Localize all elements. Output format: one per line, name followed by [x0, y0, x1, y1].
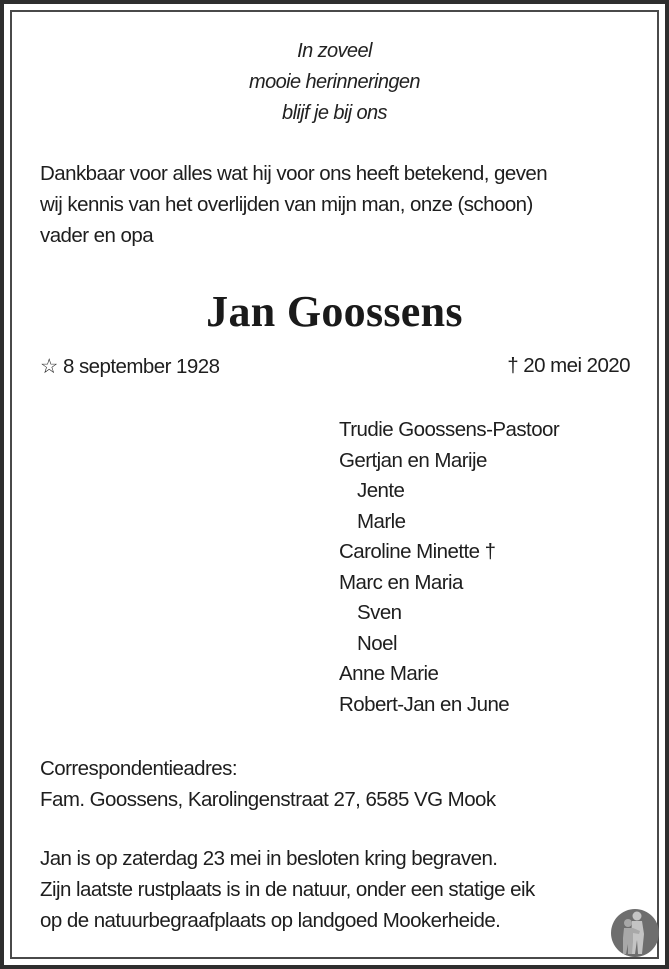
family-member-grandchild: Marle: [357, 509, 406, 533]
family-member: Anne Marie: [339, 662, 439, 685]
intro-line: vader en opa: [40, 224, 154, 247]
motto-line: mooie herinneringen: [249, 71, 420, 93]
family-member: Marc en Maria: [339, 570, 463, 594]
correspondence-block: [40, 753, 496, 815]
burial-line: Zijn laatste rustplaats is in de natuur, onder een statige eik: [40, 878, 535, 901]
star-icon: ☆: [40, 355, 58, 378]
family-member-grandchild: Jente: [357, 479, 405, 502]
birth-date: 8 september 1928: [62, 355, 220, 378]
burial-paragraph: [40, 843, 640, 936]
burial-line: Jan is op zaterdag 23 mei in besloten kring begraven.: [40, 847, 498, 870]
intro-paragraph: [40, 158, 640, 251]
embracing-figures-logo-icon: [610, 908, 660, 958]
family-member-grandchild: Sven: [357, 601, 402, 624]
family-member: Trudie Goossens-Pastoor: [339, 418, 560, 441]
birth-date-row: [40, 354, 219, 379]
motto-line: In zoveel: [297, 40, 372, 62]
burial-line: op de natuurbegraafplaats op landgoed Mookerheide.: [40, 909, 501, 932]
family-member: Robert-Jan en June: [339, 692, 510, 716]
deceased-name: Jan Goossens: [206, 287, 463, 336]
announcement-inner-border: [10, 10, 659, 959]
correspondence-address: Fam. Goossens, Karolingenstraat 27, 6585 VG Mook: [40, 788, 496, 811]
intro-line: wij kennis van het overlijden van mijn man, onze (schoon): [40, 193, 533, 216]
family-list: [339, 415, 559, 720]
intro-line: Dankbaar voor alles wat hij voor ons heeft betekend, geven: [40, 162, 548, 185]
family-member: Gertjan en Marije: [339, 448, 487, 472]
correspondence-label: Correspondentieadres:: [40, 757, 237, 780]
family-member: Caroline Minette †: [339, 540, 496, 563]
death-date: 20 mei 2020: [523, 354, 630, 377]
motto-line: blijf je bij ons: [282, 102, 387, 124]
motto-poem: [0, 36, 669, 129]
death-date-row: [507, 354, 630, 378]
family-member-grandchild: Noel: [357, 631, 397, 655]
cross-icon: †: [507, 354, 519, 377]
